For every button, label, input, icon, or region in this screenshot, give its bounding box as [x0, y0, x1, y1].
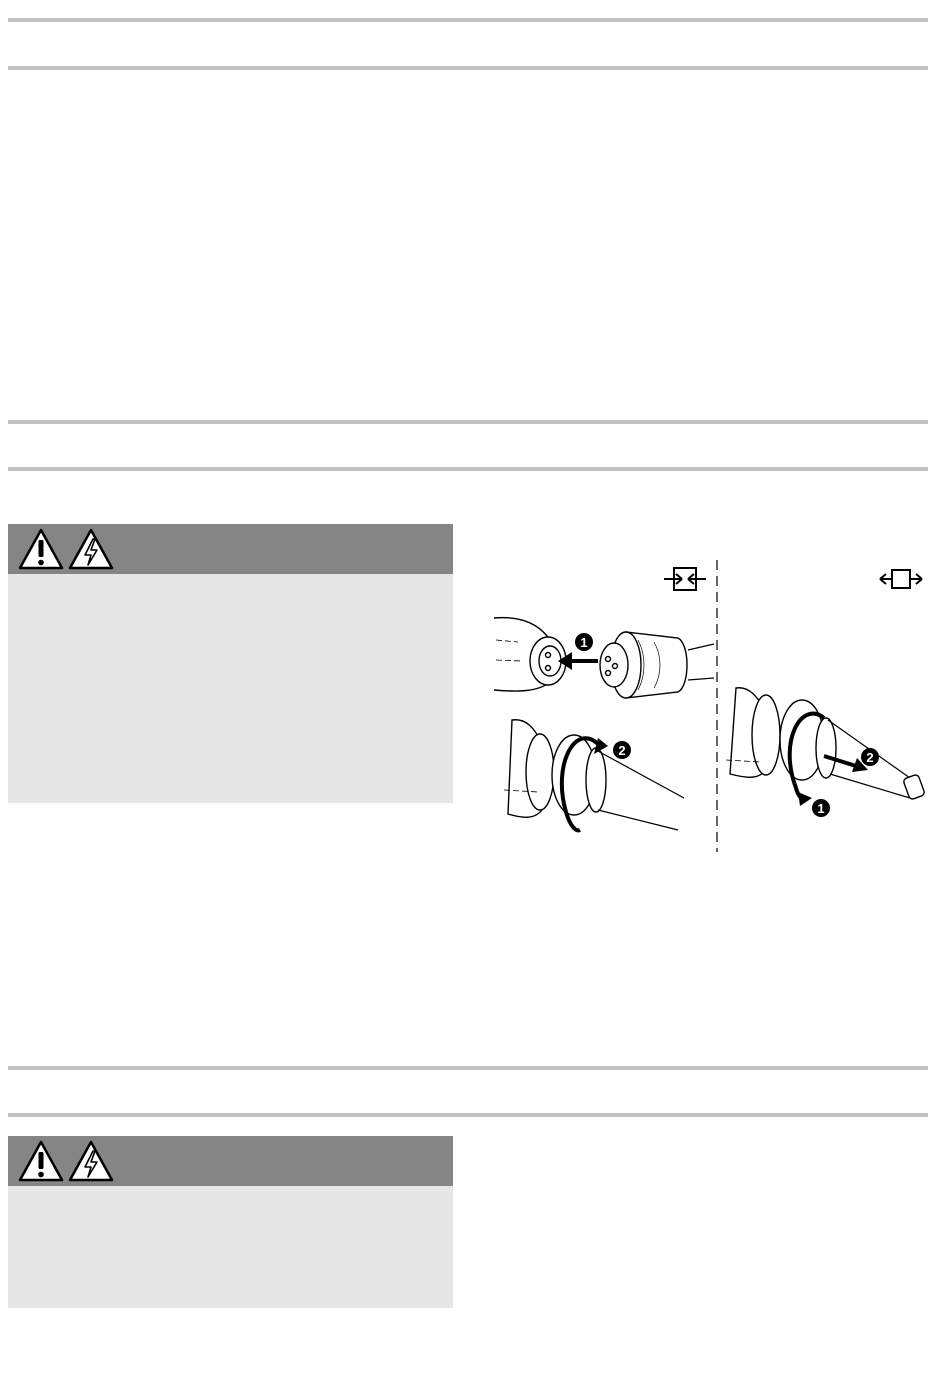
- warning-triangle-icon: [16, 1136, 66, 1186]
- step-label-1-left: 1: [580, 635, 588, 650]
- electric-hazard-icon: [66, 524, 116, 574]
- section-rule-mid-1: [8, 420, 928, 424]
- section-rule-top-1: [8, 18, 928, 22]
- section-rule-low-2: [8, 1113, 928, 1117]
- locked-connector-drawing: [504, 720, 684, 830]
- plug-drawing: [600, 632, 714, 698]
- step-label-2-right: 2: [866, 750, 874, 765]
- disconnect-icon: [880, 570, 922, 588]
- section-rule-mid-2: [8, 467, 928, 471]
- step-number-1-left: [575, 633, 593, 651]
- step-number-1-right: [812, 799, 830, 817]
- warning-box-2-body: [8, 1186, 453, 1308]
- section-rule-low-1: [8, 1066, 928, 1070]
- electric-hazard-icon: [66, 1136, 116, 1186]
- step-number-2-right: [861, 748, 879, 766]
- step-label-1-right: 1: [817, 801, 825, 816]
- unlocking-connector-drawing: [726, 688, 925, 800]
- connector-illustration: [478, 560, 938, 860]
- warning-box-1-body: [8, 574, 453, 803]
- socket-drawing: [494, 618, 566, 691]
- step-number-2-left: [613, 741, 631, 759]
- warning-triangle-icon: [16, 524, 66, 574]
- section-rule-top-2: [8, 66, 928, 70]
- warning-box-2-header: [8, 1136, 453, 1186]
- step-label-2-left: 2: [618, 743, 626, 758]
- warning-box-1-header: [8, 524, 453, 574]
- connect-icon: [664, 568, 706, 590]
